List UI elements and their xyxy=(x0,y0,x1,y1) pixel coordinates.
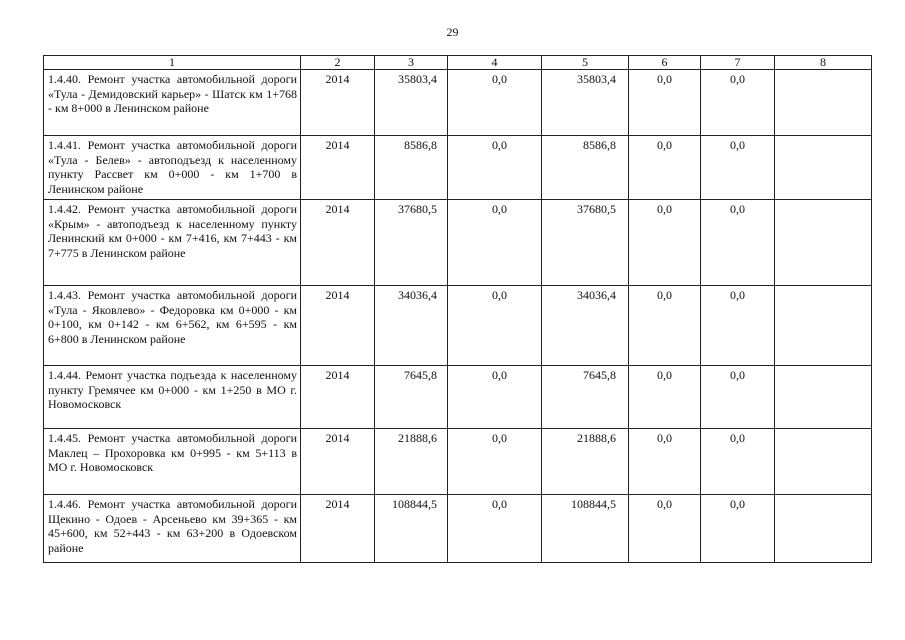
column-header: 6 xyxy=(629,56,701,70)
amount-cell: 8586,8 xyxy=(375,136,448,200)
amount-cell: 35803,4 xyxy=(375,70,448,136)
work-description: 1.4.42. Ремонт участка автомобильной дороги «Крым» - автоподъезд к населенному пункту Ленинский км 0+000 - км 7+416, км 7+443 - км 7+775 в Ленинском районе xyxy=(44,200,301,286)
amount-cell: 0,0 xyxy=(448,286,542,366)
amount-cell: 0,0 xyxy=(629,366,701,429)
amount-cell: 108844,5 xyxy=(542,495,629,563)
amount-cell: 0,0 xyxy=(448,495,542,563)
amount-cell: 0,0 xyxy=(701,429,775,495)
work-description: 1.4.40. Ремонт участка автомобильной дороги «Тула - Демидовский карьер» - Шатск км 1+768 - км 8+000 в Ленинском районе xyxy=(44,70,301,136)
amount-cell: 7645,8 xyxy=(542,366,629,429)
work-description: 1.4.45. Ремонт участка автомобильной дороги Маклец – Прохоровка км 0+995 - км 5+113 в МО г. Новомосковск xyxy=(44,429,301,495)
year-cell: 2014 xyxy=(301,70,375,136)
amount-cell: 34036,4 xyxy=(542,286,629,366)
empty-cell xyxy=(775,200,872,286)
amount-cell: 21888,6 xyxy=(542,429,629,495)
table-row xyxy=(44,286,872,366)
amount-cell: 37680,5 xyxy=(542,200,629,286)
column-header: 5 xyxy=(542,56,629,70)
amount-cell: 34036,4 xyxy=(375,286,448,366)
amount-cell: 108844,5 xyxy=(375,495,448,563)
amount-cell: 0,0 xyxy=(701,70,775,136)
amount-cell: 7645,8 xyxy=(375,366,448,429)
amount-cell: 0,0 xyxy=(701,495,775,563)
table-row xyxy=(44,366,872,429)
amount-cell: 8586,8 xyxy=(542,136,629,200)
table-row xyxy=(44,200,872,286)
amount-cell: 0,0 xyxy=(629,495,701,563)
amount-cell: 0,0 xyxy=(448,200,542,286)
amount-cell: 0,0 xyxy=(448,429,542,495)
year-cell: 2014 xyxy=(301,366,375,429)
amount-cell: 0,0 xyxy=(448,70,542,136)
year-cell: 2014 xyxy=(301,429,375,495)
amount-cell: 0,0 xyxy=(701,286,775,366)
column-header: 2 xyxy=(301,56,375,70)
column-header: 3 xyxy=(375,56,448,70)
header-row xyxy=(44,56,872,70)
amount-cell: 35803,4 xyxy=(542,70,629,136)
column-header: 8 xyxy=(775,56,872,70)
amount-cell: 0,0 xyxy=(701,200,775,286)
empty-cell xyxy=(775,70,872,136)
year-cell: 2014 xyxy=(301,495,375,563)
empty-cell xyxy=(775,495,872,563)
amount-cell: 0,0 xyxy=(629,70,701,136)
amount-cell: 37680,5 xyxy=(375,200,448,286)
table-row xyxy=(44,495,872,563)
empty-cell xyxy=(775,429,872,495)
column-header: 4 xyxy=(448,56,542,70)
empty-cell xyxy=(775,136,872,200)
table-row xyxy=(44,429,872,495)
year-cell: 2014 xyxy=(301,136,375,200)
amount-cell: 0,0 xyxy=(629,429,701,495)
work-description: 1.4.41. Ремонт участка автомобильной дороги «Тула - Белев» - автоподъезд к населенному пункту Рассвет км 0+000 - км 1+700 в Ленинском районе xyxy=(44,136,301,200)
year-cell: 2014 xyxy=(301,200,375,286)
amount-cell: 0,0 xyxy=(629,286,701,366)
empty-cell xyxy=(775,286,872,366)
empty-cell xyxy=(775,366,872,429)
column-header: 1 xyxy=(44,56,301,70)
program-table xyxy=(43,55,872,563)
amount-cell: 0,0 xyxy=(448,366,542,429)
page-number: 29 xyxy=(446,25,459,39)
work-description: 1.4.46. Ремонт участка автомобильной дороги Щекино - Одоев - Арсеньево км 39+365 - км 45+600, км 52+443 - км 63+200 в Одоевском районе xyxy=(44,495,301,563)
year-cell: 2014 xyxy=(301,286,375,366)
amount-cell: 0,0 xyxy=(629,200,701,286)
work-description: 1.4.44. Ремонт участка подъезда к населенному пункту Гремячее км 0+000 - км 1+250 в МО г. Новомосковск xyxy=(44,366,301,429)
amount-cell: 0,0 xyxy=(701,136,775,200)
amount-cell: 0,0 xyxy=(629,136,701,200)
column-header: 7 xyxy=(701,56,775,70)
amount-cell: 0,0 xyxy=(448,136,542,200)
amount-cell: 21888,6 xyxy=(375,429,448,495)
table-row xyxy=(44,70,872,136)
amount-cell: 0,0 xyxy=(701,366,775,429)
table-row xyxy=(44,136,872,200)
work-description: 1.4.43. Ремонт участка автомобильной дороги «Тула - Яковлево» - Федоровка км 0+000 - км 0+100, км 0+142 - км 6+562, км 6+595 - км 6+800 в Ленинском районе xyxy=(44,286,301,366)
